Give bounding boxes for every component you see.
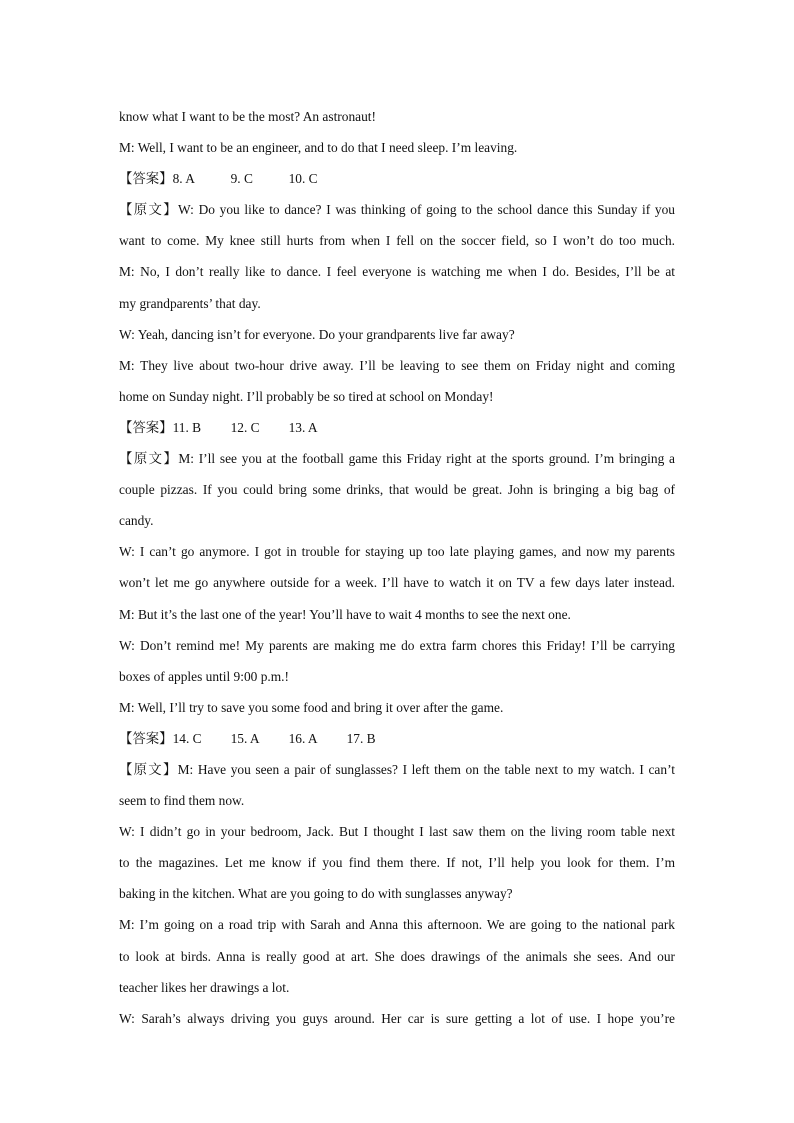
text-line: M: But it’s the last one of the year! You’ll have to wait 4 months to see the next one.: [119, 606, 571, 622]
answer-item: 10. C: [288, 171, 318, 187]
answer-item: 11. B: [172, 419, 202, 435]
text-line: M: Well, I want to be an engineer, and to do that I need sleep. I’m leaving.: [119, 140, 518, 156]
text-line: candy.: [119, 513, 154, 529]
text-line: know what I want to be the most? An astronaut!: [119, 109, 376, 124]
text-line: baking in the kitchen. What are you going to do with sunglasses anyway?: [119, 886, 513, 902]
transcript-line: 【原文】M: I’ll see you at the football game this Friday right at the sports ground. I’m bringing a: [119, 451, 676, 467]
transcript-line: 【原文】M: Have you seen a pair of sunglasses? I left them on the table next to my watch. I can’t: [119, 761, 676, 777]
answer-tag: 【答案】: [119, 730, 173, 746]
text-line: couple pizzas. If you could bring some drinks, that would be great. John is bringing a big bag of: [119, 482, 675, 498]
transcript-tag: 【原文】: [119, 761, 178, 777]
answer-item: 9. C: [230, 171, 253, 187]
answer-item: 12. C: [230, 419, 260, 435]
text-line: want to come. My knee still hurts from when I fell on the soccer field, so I won’t do too much.: [119, 233, 675, 249]
transcript-tag: 【原文】: [119, 202, 178, 218]
transcript-line: 【原文】W: Do you like to dance? I was thinking of going to the school dance this Sunday if you: [119, 202, 675, 218]
text-line: M: Well, I’ll try to save you some food and bring it over after the game.: [119, 699, 504, 715]
text-line: M: They live about two-hour drive away. I’ll be leaving to see them on Friday night and coming: [119, 357, 675, 373]
text-line: home on Sunday night. I’ll probably be so tired at school on Monday!: [119, 388, 494, 404]
answer-item: 13. A: [288, 419, 318, 435]
text-line: won’t let me go anywhere outside for a week. I’ll have to watch it on TV a few days later instead.: [119, 575, 675, 591]
text-line: W: Yeah, dancing isn’t for everyone. Do your grandparents live far away?: [119, 326, 515, 342]
text-line: W: Sarah’s always driving you guys around. Her car is sure getting a lot of use. I hope you’re: [119, 1010, 675, 1026]
answer-line: [119, 723, 675, 754]
page-content: [119, 101, 675, 1034]
answer-tag: 【答案】: [119, 171, 173, 187]
text-line: boxes of apples until 9:00 p.m.!: [119, 668, 289, 684]
answer-item: 17. B: [346, 730, 376, 746]
text-line: my grandparents’ that day.: [119, 295, 261, 311]
text-line: seem to find them now.: [119, 793, 245, 809]
text-line: W: I can’t go anymore. I got in trouble for staying up too late playing games, and now my parents: [119, 544, 675, 560]
text-line: teacher likes her drawings a lot.: [119, 979, 290, 995]
answer-tag: 【答案】: [119, 419, 173, 435]
answer-line: [119, 412, 675, 443]
text-line: W: I didn’t go in your bedroom, Jack. But I thought I last saw them on the living room table next: [119, 824, 675, 840]
answer-line: [119, 163, 675, 194]
text-line: to the magazines. Let me know if you find them there. If not, I’ll help you look for them. I’m: [119, 855, 675, 871]
answer-item: 14. C: [172, 730, 202, 746]
text-line: W: Don’t remind me! My parents are making me do extra farm chores this Friday! I’ll be carrying: [119, 637, 675, 653]
answer-item: 8. A: [172, 171, 195, 187]
answer-item: 16. A: [288, 730, 318, 746]
answer-item: 15. A: [230, 730, 260, 746]
text-line: to look at birds. Anna is really good at art. She does drawings of the animals she sees. And our: [119, 948, 675, 964]
text-line: M: No, I don’t really like to dance. I feel everyone is watching me when I do. Besides, I’ll be at: [119, 264, 675, 280]
text-line: M: I’m going on a road trip with Sarah and Anna this afternoon. We are going to the national park: [119, 917, 675, 933]
transcript-tag: 【原文】: [119, 451, 179, 467]
